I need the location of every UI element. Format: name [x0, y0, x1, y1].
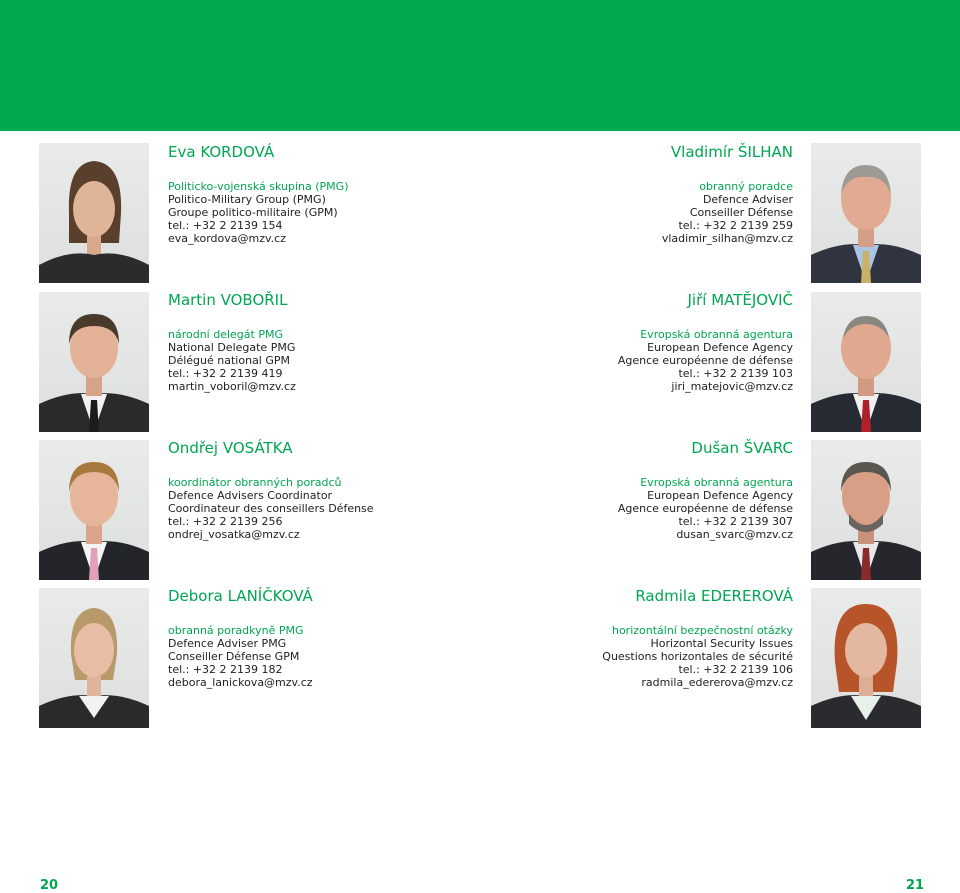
person-name: Jiří MATĚJOVIČ — [687, 291, 793, 309]
phone: tel.: +32 2 2139 106 — [678, 663, 793, 676]
role-french: Agence européenne de défense — [617, 354, 793, 367]
role-french: Conseiller Défense — [689, 206, 793, 219]
email: martin_voboril@mzv.cz — [168, 380, 296, 393]
portrait-photo-kordova — [39, 143, 149, 283]
phone: tel.: +32 2 2139 256 — [168, 515, 283, 528]
role-french: Conseiller Défense GPM — [168, 650, 300, 663]
role-english: Defence Adviser PMG — [168, 637, 287, 650]
page-number-right: 21 — [906, 878, 925, 893]
role-czech: obranný poradce — [699, 180, 793, 193]
role-czech: koordinátor obranných poradců — [168, 476, 342, 489]
phone: tel.: +32 2 2139 182 — [168, 663, 283, 676]
email: radmila_edererova@mzv.cz — [641, 676, 793, 689]
email: debora_lanickova@mzv.cz — [168, 676, 313, 689]
role-english: National Delegate PMG — [168, 341, 296, 354]
portrait-photo-voboril — [39, 292, 149, 432]
role-czech: horizontální bezpečnostní otázky — [611, 624, 793, 637]
person-name: Vladimír ŠILHAN — [670, 143, 793, 161]
role-czech: Evropská obranná agentura — [640, 476, 793, 489]
role-french: Coordinateur des conseillers Défense — [168, 502, 374, 515]
person-name: Debora LANÍČKOVÁ — [168, 587, 313, 605]
portrait-photo-matejovic — [811, 292, 921, 432]
role-french: Questions horizontales de sécurité — [602, 650, 793, 663]
portrait-photo-svarc — [811, 440, 921, 580]
header-banner — [0, 0, 960, 131]
phone: tel.: +32 2 2139 154 — [168, 219, 283, 232]
role-french: Délégué national GPM — [168, 354, 291, 367]
portrait-photo-vosatka — [39, 440, 149, 580]
portrait-photo-silhan — [811, 143, 921, 283]
role-french: Agence européenne de défense — [617, 502, 793, 515]
role-czech: Evropská obranná agentura — [640, 328, 793, 341]
contact-card-edererova — [413, 587, 793, 689]
person-name: Dušan ŠVARC — [691, 439, 793, 457]
email: vladimir_silhan@mzv.cz — [661, 232, 793, 245]
portrait-photo-edererova — [811, 588, 921, 728]
contact-card-silhan — [413, 143, 793, 245]
email: ondrej_vosatka@mzv.cz — [168, 528, 300, 541]
contact-card-matejovic — [413, 291, 793, 393]
role-english: European Defence Agency — [647, 341, 793, 354]
email: eva_kordova@mzv.cz — [168, 232, 286, 245]
role-english: European Defence Agency — [647, 489, 793, 502]
phone: tel.: +32 2 2139 103 — [678, 367, 793, 380]
role-english: Horizontal Security Issues — [650, 637, 793, 650]
role-czech: národní delegát PMG — [168, 328, 283, 341]
phone: tel.: +32 2 2139 307 — [678, 515, 793, 528]
phone: tel.: +32 2 2139 419 — [168, 367, 283, 380]
email: jiri_matejovic@mzv.cz — [671, 380, 793, 393]
role-english: Defence Advisers Coordinator — [168, 489, 333, 502]
phone: tel.: +32 2 2139 259 — [678, 219, 793, 232]
role-english: Politico-Military Group (PMG) — [168, 193, 326, 206]
role-french: Groupe politico-militaire (GPM) — [168, 206, 338, 219]
role-english: Defence Adviser — [702, 193, 793, 206]
person-name: Martin VOBOŘIL — [168, 291, 288, 309]
page-number-left: 20 — [40, 878, 59, 893]
role-czech: obranná poradkyně PMG — [168, 624, 304, 637]
person-name: Ondřej VOSÁTKA — [168, 439, 293, 457]
person-name: Eva KORDOVÁ — [168, 143, 275, 161]
email: dusan_svarc@mzv.cz — [676, 528, 793, 541]
person-name: Radmila EDEREROVÁ — [635, 587, 793, 605]
role-czech: Politicko-vojenská skupina (PMG) — [168, 180, 349, 193]
portrait-photo-lanickova — [39, 588, 149, 728]
contact-card-svarc — [413, 439, 793, 541]
